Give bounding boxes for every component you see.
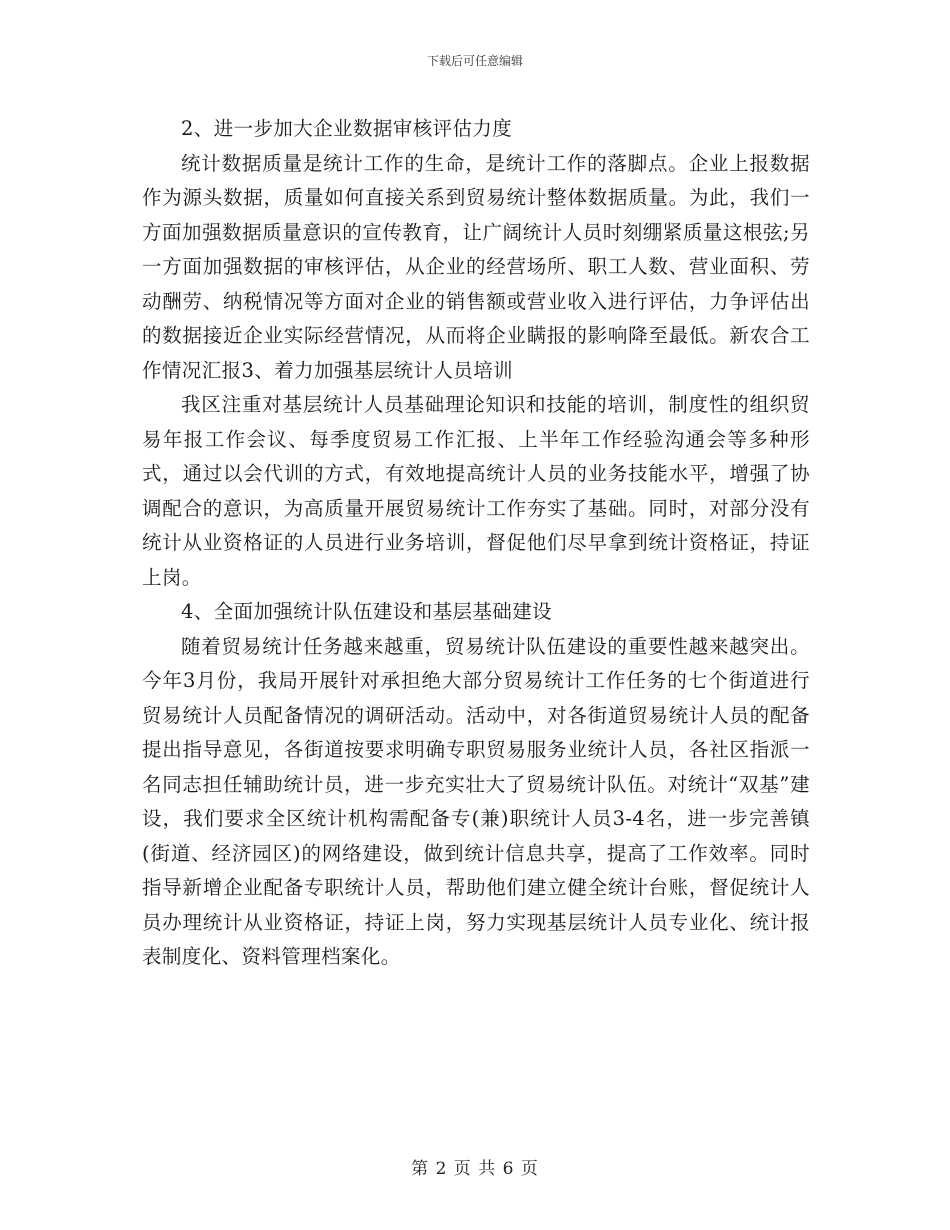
page-number-footer: 第 2 页 共 6 页 [411, 1159, 539, 1179]
body-paragraph-data-quality: 统计数据质量是统计工作的生命，是统计工作的落脚点。企业上报数据作为源头数据，质量如何直接关系到贸易统计整体数据质量。为此，我们一方面加强数据质量意识的宣传教育，让广阔统计人员时刻绷紧质量这根弦;另一方面加强数据的审核评估，从企业的经营场所、职工人数、营业面积、劳动酬劳、纳税情况等方面对企业的销售额或营业收入进行评估，力争评估出的数据接近企业实际经营情况，从而将企业瞒报的影响降至最低。新农合工作情况汇报3、着力加强基层统计人员培训 [142, 151, 810, 382]
page-header-note: 下载后可任意编辑 [426, 54, 523, 68]
document-body [142, 112, 810, 975]
section-heading-4: 4、全面加强统计队伍建设和基层基础建设 [181, 600, 553, 623]
body-paragraph-training: 我区注重对基层统计人员基础理论知识和技能的培训，制度性的组织贸易年报工作会议、每季度贸易工作汇报、上半年工作经验沟通会等多种形式，通过以会代训的方式，有效地提高统计人员的业务技能水平，增强了协调配合的意识，为高质量开展贸易统计工作夯实了基础。同时，对部分没有统计从业资格证的人员进行业务培训，督促他们尽早拿到统计资格证，持证上岗。 [142, 393, 810, 589]
body-paragraph-team-building: 随着贸易统计任务越来越重，贸易统计队伍建设的重要性越来越突出。今年3月份，我局开展针对承担绝大部分贸易统计工作任务的七个街道进行贸易统计人员配备情况的调研活动。活动中，对各街道贸易统计人员的配备提出指导意见，各街道按要求明确专职贸易服务业统计人员，各社区指派一名同志担任辅助统计员，进一步充实壮大了贸易统计队伍。对统计“双基”建设，我们要求全区统计机构需配备专(兼)职统计人员3-4名，进一步完善镇(街道、经济园区)的网络建设，做到统计信息共享，提高了工作效率。同时指导新增企业配备专职统计人员，帮助他们建立健全统计台账，督促统计人员办理统计从业资格证，持证上岗，努力实现基层统计人员专业化、统计报表制度化、资料管理档案化。 [142, 634, 810, 968]
section-heading-2: 2、进一步加大企业数据审核评估力度 [181, 117, 513, 140]
